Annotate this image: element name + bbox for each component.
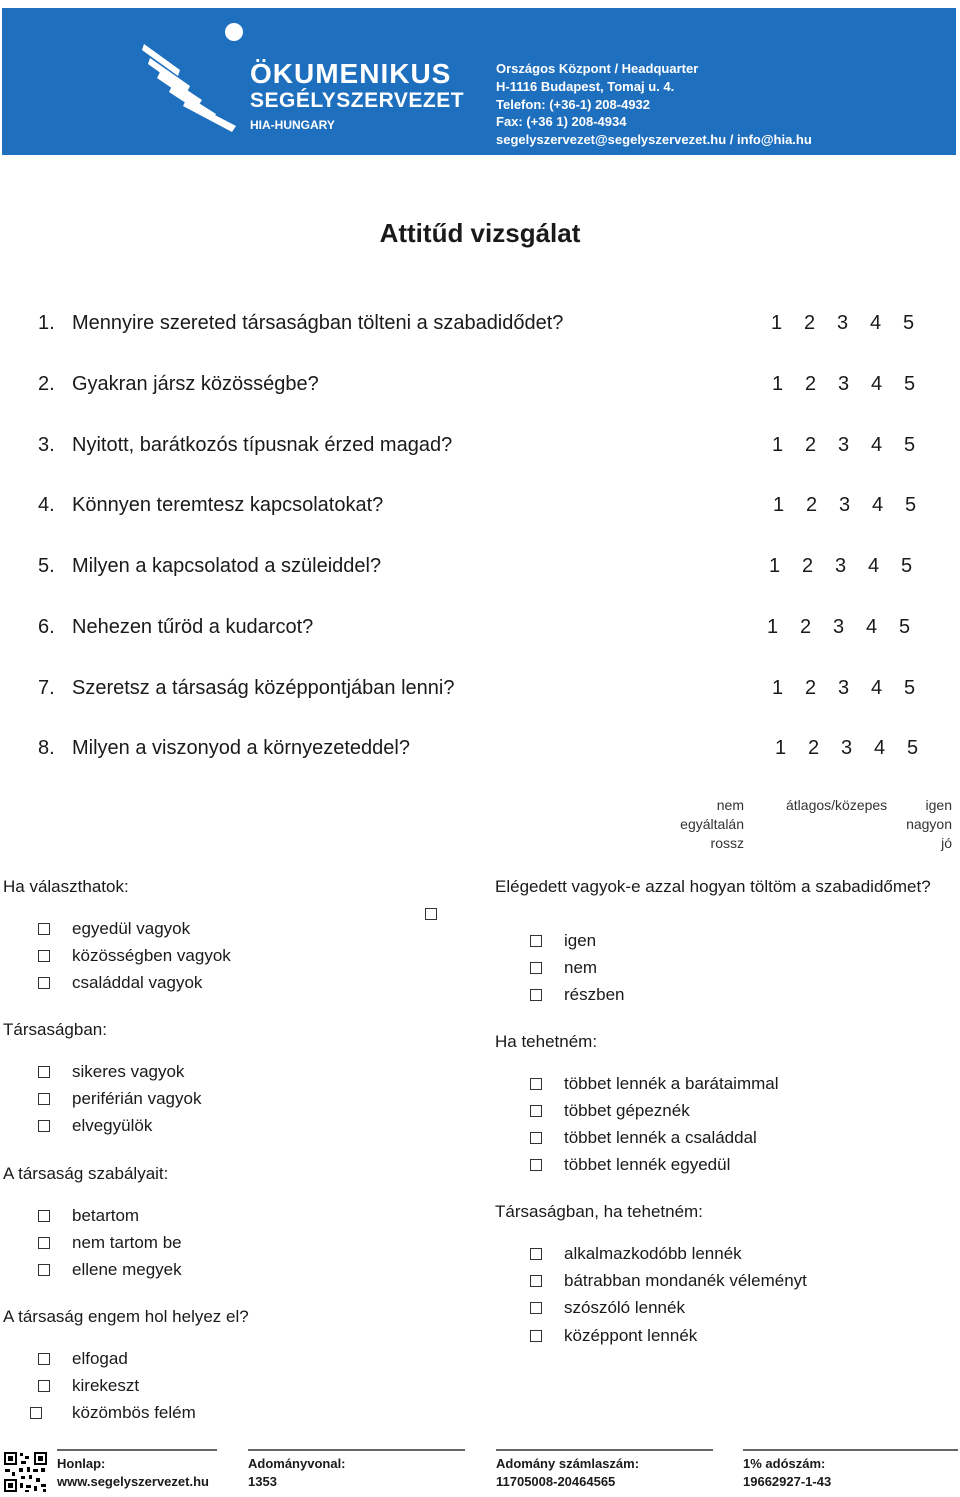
scale-option[interactable]: 5 <box>901 555 913 577</box>
question-number: 6. <box>38 616 55 638</box>
checkbox[interactable] <box>38 1353 50 1365</box>
footer-bank-account <box>496 1449 713 1491</box>
legend-mid: átlagos/közepes <box>786 797 888 813</box>
checkbox[interactable] <box>530 989 542 1001</box>
checkbox[interactable] <box>530 962 542 974</box>
checkbox[interactable] <box>530 1302 542 1314</box>
question-text: Mennyire szereted társaságban tölteni a szabadidődet? <box>72 312 564 334</box>
option-label: szószóló lennék <box>564 1298 685 1317</box>
question-row <box>38 434 452 457</box>
checkbox[interactable] <box>530 1159 542 1171</box>
option-label: családdal vagyok <box>72 973 203 992</box>
scale-option[interactable]: 3 <box>835 555 847 577</box>
checkbox[interactable] <box>38 1380 50 1392</box>
section-title: Társaságban, ha tehetném: <box>495 1202 703 1221</box>
checkbox[interactable] <box>38 1264 50 1276</box>
section-title: Ha választhatok: <box>3 877 129 896</box>
option-label: közösségben vagyok <box>72 946 231 965</box>
option-label: betartom <box>72 1206 140 1225</box>
question-text: Nyitott, barátkozós típusnak érzed magad? <box>72 434 453 456</box>
scale-option[interactable]: 5 <box>905 494 917 516</box>
checkbox[interactable] <box>38 1210 50 1222</box>
section-title: A társaság engem hol helyez el? <box>3 1307 249 1326</box>
footer-label: Honlap: <box>57 1456 106 1471</box>
option-label: sikeres vagyok <box>72 1062 185 1081</box>
question-number: 7. <box>38 677 55 699</box>
checkbox[interactable] <box>425 908 437 920</box>
scale-option[interactable]: 4 <box>871 434 883 456</box>
scale-option[interactable]: 5 <box>903 312 915 334</box>
option-label: alkalmazkodóbb lennék <box>564 1244 742 1263</box>
checkbox[interactable] <box>38 1237 50 1249</box>
legend-high-line: nagyon <box>906 816 952 832</box>
option-label: többet lennék egyedül <box>564 1155 731 1174</box>
checkbox[interactable] <box>38 977 50 989</box>
section-title: Ha tehetném: <box>495 1032 598 1051</box>
contact-line: Telefon: (+36-1) 208-4932 <box>496 96 651 112</box>
question-number: 3. <box>38 434 55 456</box>
scale-option[interactable]: 4 <box>874 737 886 759</box>
rating-scale <box>771 312 936 335</box>
option-label: egyedül vagyok <box>72 919 191 938</box>
scale-option[interactable]: 3 <box>841 737 853 759</box>
rating-scale <box>772 373 937 396</box>
checkbox[interactable] <box>38 1120 50 1132</box>
scale-option[interactable]: 2 <box>800 616 812 638</box>
scale-option[interactable]: 5 <box>907 737 919 759</box>
option-label: bátrabban mondanék véleményt <box>564 1271 807 1290</box>
scale-option[interactable]: 1 <box>773 494 785 516</box>
section-title: A társaság szabályait: <box>3 1164 169 1183</box>
checkbox[interactable] <box>38 1093 50 1105</box>
checkbox[interactable] <box>38 923 50 935</box>
scale-option[interactable]: 2 <box>805 677 817 699</box>
option-label: elvegyülök <box>72 1116 153 1135</box>
question-row <box>38 555 381 578</box>
scale-option[interactable]: 1 <box>771 312 783 334</box>
scale-option[interactable]: 4 <box>870 312 882 334</box>
header-banner <box>2 8 956 155</box>
scale-option[interactable]: 4 <box>872 494 884 516</box>
footer-website <box>57 1449 217 1491</box>
rating-scale <box>773 494 938 517</box>
scale-option[interactable]: 5 <box>899 616 911 638</box>
question-text: Milyen a viszonyod a környezeteddel? <box>72 737 410 759</box>
option-label: kirekeszt <box>72 1376 140 1395</box>
legend-low-line: nem <box>716 797 744 813</box>
option-label: részben <box>564 985 625 1004</box>
scale-option[interactable]: 2 <box>802 555 814 577</box>
checkbox[interactable] <box>530 1105 542 1117</box>
question-number: 4. <box>38 494 55 516</box>
section-title: Elégedett vagyok-e azzal hogyan töltöm a szabadidőmet? <box>495 877 931 896</box>
contact-line: Országos Központ / Headquarter <box>496 61 699 76</box>
question-row <box>38 494 383 517</box>
footer-label: Adomány számlaszám: <box>496 1456 640 1471</box>
checkbox[interactable] <box>530 1248 542 1260</box>
checkbox[interactable] <box>530 1330 542 1342</box>
scale-option[interactable]: 3 <box>838 373 850 395</box>
question-number: 1. <box>38 312 55 334</box>
question-text: Gyakran jársz közösségbe? <box>72 373 319 395</box>
question-row <box>38 737 410 760</box>
scale-option[interactable]: 5 <box>904 677 916 699</box>
rating-scale <box>772 677 937 700</box>
footer-donation-line <box>248 1449 465 1491</box>
scale-option[interactable]: 3 <box>838 677 850 699</box>
scale-option[interactable]: 4 <box>871 677 883 699</box>
scale-option[interactable]: 4 <box>866 616 878 638</box>
footer-value: 11705008-20464565 <box>496 1474 616 1489</box>
scale-option[interactable]: 3 <box>837 312 849 334</box>
scale-option[interactable]: 3 <box>838 434 850 456</box>
footer-tax-number <box>743 1449 958 1491</box>
footer-label: Adományvonal: <box>248 1456 346 1471</box>
section-title: Társaságban: <box>3 1020 107 1039</box>
checkbox[interactable] <box>530 1078 542 1090</box>
option-label: többet gépeznék <box>564 1101 690 1120</box>
legend-low <box>660 796 744 853</box>
question-text: Nehezen tűröd a kudarcot? <box>72 616 314 638</box>
legend-low-line: rossz <box>710 835 744 851</box>
scale-option[interactable]: 2 <box>805 373 817 395</box>
scale-option[interactable]: 1 <box>767 616 779 638</box>
option-label: többet lennék a barátaimmal <box>564 1074 779 1093</box>
question-row <box>38 373 319 396</box>
question-number: 5. <box>38 555 55 577</box>
qr-code-icon <box>3 1451 48 1493</box>
footer-value: 1353 <box>248 1474 277 1489</box>
question-row <box>38 677 454 700</box>
scale-option[interactable]: 1 <box>772 677 784 699</box>
rating-scale <box>775 737 940 760</box>
question-text: Milyen a kapcsolatod a szüleiddel? <box>72 555 382 577</box>
legend-high <box>880 796 952 853</box>
scale-option[interactable]: 1 <box>769 555 781 577</box>
logo-title: ÖKUMENIKUS <box>250 58 452 89</box>
footer-value: 19662927-1-43 <box>743 1474 832 1489</box>
question-text: Szeretsz a társaság középpontjában lenni? <box>72 677 455 699</box>
logo-small-text: HIA-HUNGARY <box>250 118 335 132</box>
footer-label: 1% adószám: <box>743 1456 826 1471</box>
scale-option[interactable]: 4 <box>871 373 883 395</box>
logo-subtitle: SEGÉLYSZERVEZET <box>250 89 465 112</box>
option-label: közömbös felém <box>72 1403 196 1422</box>
question-number: 2. <box>38 373 55 395</box>
checkbox[interactable] <box>530 1132 542 1144</box>
option-label: nem <box>564 958 598 977</box>
checkbox[interactable] <box>38 950 50 962</box>
contact-line: Fax: (+36 1) 208-4934 <box>496 114 627 130</box>
checkbox[interactable] <box>530 1275 542 1287</box>
scale-option[interactable]: 3 <box>833 616 845 638</box>
legend-high-line: jó <box>941 835 952 851</box>
rating-scale <box>772 434 937 457</box>
contact-line: H-1116 Budapest, Tomaj u. 4. <box>496 78 675 94</box>
scale-option[interactable]: 1 <box>772 434 784 456</box>
scale-option[interactable]: 3 <box>839 494 851 516</box>
checkbox[interactable] <box>38 1066 50 1078</box>
scale-option[interactable]: 2 <box>804 312 816 334</box>
checkbox[interactable] <box>30 1407 42 1419</box>
scale-option[interactable]: 1 <box>772 373 784 395</box>
contact-email: segelyszervezet@segelyszervezet.hu / info@hia.hu <box>496 132 812 148</box>
question-text: Könnyen teremtesz kapcsolatokat? <box>72 494 384 516</box>
option-label: többet lennék a családdal <box>564 1128 757 1147</box>
question-number: 8. <box>38 737 55 759</box>
checkbox[interactable] <box>530 935 542 947</box>
question-row <box>38 616 313 639</box>
scale-option[interactable]: 5 <box>904 434 916 456</box>
option-label: ellene megyek <box>72 1260 182 1279</box>
option-label: nem tartom be <box>72 1233 182 1252</box>
footer-value[interactable]: www.segelyszervezet.hu <box>57 1474 209 1489</box>
scale-option[interactable]: 5 <box>904 373 916 395</box>
rating-scale <box>769 555 934 578</box>
option-label: igen <box>564 931 597 950</box>
scale-option[interactable]: 2 <box>806 494 818 516</box>
scale-option[interactable]: 2 <box>805 434 817 456</box>
question-row <box>38 312 563 335</box>
scale-option[interactable]: 2 <box>808 737 820 759</box>
page-title: Attitűd vizsgálat <box>379 218 581 248</box>
legend-high-line: igen <box>925 797 952 813</box>
option-label: periférián vagyok <box>72 1089 202 1108</box>
contact-block <box>496 60 812 149</box>
option-label: középpont lennék <box>564 1326 698 1345</box>
option-label: elfogad <box>72 1349 128 1368</box>
rating-scale <box>767 616 932 639</box>
logo-swoosh-icon <box>140 22 250 132</box>
scale-option[interactable]: 4 <box>868 555 880 577</box>
legend-low-line: egyáltalán <box>680 816 744 832</box>
scale-option[interactable]: 1 <box>775 737 787 759</box>
